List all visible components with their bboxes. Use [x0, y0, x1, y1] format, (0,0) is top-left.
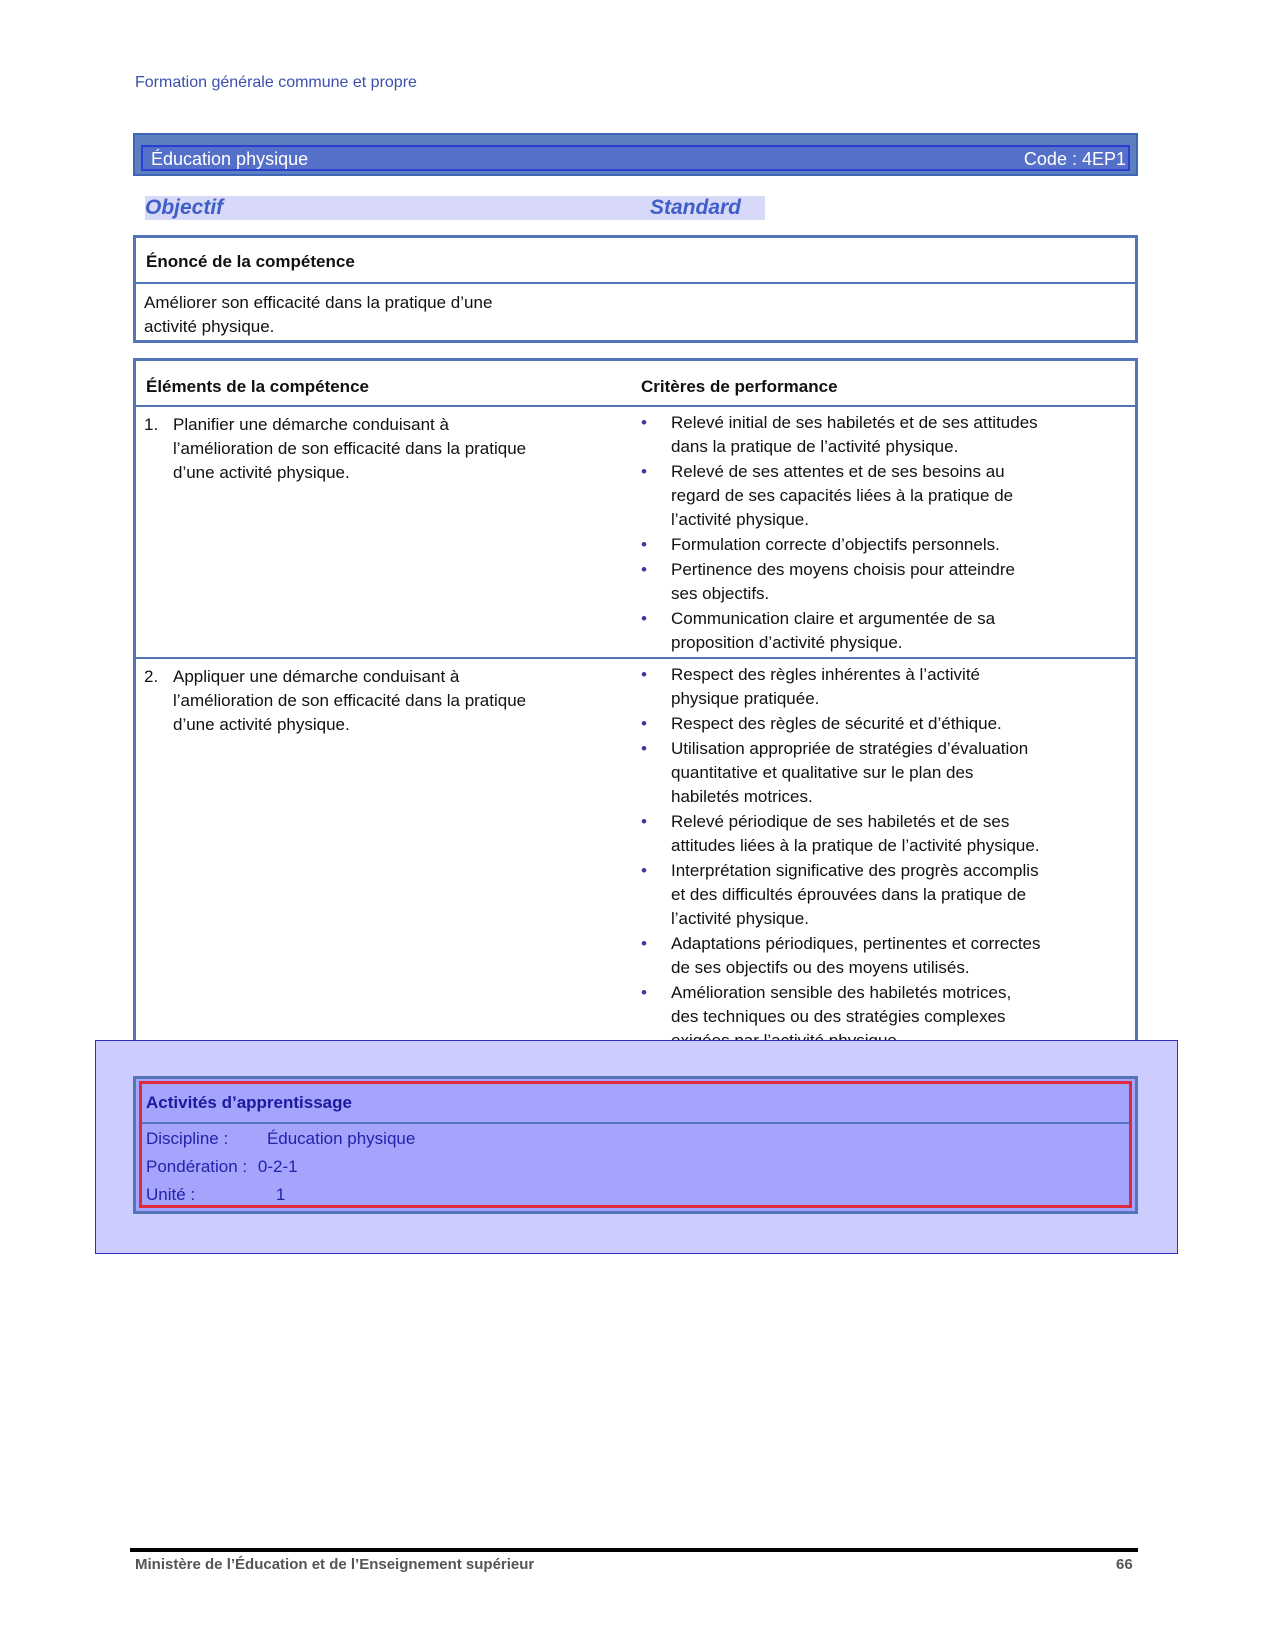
statement-line: activité physique. — [144, 317, 275, 336]
criterion: • Respect des règles de sécurité et d’éthique. — [641, 712, 1116, 736]
activities-heading: Activités d’apprentissage — [146, 1093, 352, 1112]
element-line: Appliquer une démarche conduisant à — [173, 667, 460, 686]
element-number: 1. — [144, 415, 159, 434]
criteria-list-2 — [641, 663, 1116, 1054]
running-header: Formation générale commune et propre — [135, 74, 417, 91]
objective-label: Objectif — [145, 196, 765, 220]
criterion: • Relevé périodique de ses habiletés et de ses attitudes liées à la pratique de l’activité physique. — [641, 810, 1116, 858]
unit-value: 1 — [275, 1185, 286, 1204]
criterion: • Communication claire et argumentée de sa proposition d’activité physique. — [641, 607, 1116, 655]
element-line: Planifier une démarche conduisant à — [173, 415, 449, 434]
weighting-label: Pondération : — [146, 1157, 248, 1176]
criterion: • Relevé initial de ses habiletés et de ses attitudes dans la pratique de l’activité physique. — [641, 411, 1116, 459]
subject-title: Éducation physique — [151, 149, 309, 169]
divider — [142, 1122, 1129, 1124]
page-number: 66 — [1116, 1556, 1133, 1573]
criteria-list-1 — [641, 411, 1116, 656]
competence-statement — [144, 291, 492, 339]
standard-label: Standard — [650, 196, 742, 219]
footer-rule — [130, 1548, 1138, 1552]
footer-ministry: Ministère de l’Éducation et de l’Enseignement supérieur — [135, 1556, 535, 1573]
element-line: l’amélioration de son efficacité dans la pratique — [173, 691, 527, 710]
criterion: • Pertinence des moyens choisis pour atteindre ses objectifs. — [641, 558, 1116, 606]
statement-line: Améliorer son efficacité dans la pratique d’une — [144, 293, 493, 312]
divider — [136, 657, 1135, 659]
weighting-row — [146, 1157, 298, 1177]
criterion: • Adaptations périodiques, pertinentes et correctes de ses objectifs ou des moyens utilisés. — [641, 932, 1116, 980]
discipline-value: Éducation physique — [266, 1129, 416, 1148]
unit-row — [146, 1185, 285, 1205]
element-line: l’amélioration de son efficacité dans la pratique — [173, 439, 527, 458]
element-1 — [144, 413, 614, 485]
competence-box — [133, 235, 1138, 343]
title-bar — [133, 133, 1138, 176]
activities-box — [133, 1076, 1138, 1214]
divider — [136, 282, 1135, 284]
element-line: d’une activité physique. — [173, 715, 350, 734]
element-2 — [144, 665, 614, 737]
criterion: • Relevé de ses attentes et de ses besoins au regard de ses capacités liées à la pratique de l’activité physique. — [641, 460, 1116, 532]
criterion: • Amélioration sensible des habiletés motrices, des techniques ou des stratégies complexes — [641, 981, 1116, 1053]
criterion: • Interprétation significative des progrès accomplis et des difficultés éprouvées dans la pratique de l’activité physique. — [641, 859, 1116, 931]
objective-standard-row — [145, 196, 1135, 220]
criterion: • Utilisation appropriée de stratégies d’évaluation quantitative et qualitative sur le plan des habiletés motrices. — [641, 737, 1116, 809]
divider — [136, 405, 1135, 407]
col-header-elements: Éléments de la compétence — [146, 377, 369, 396]
discipline-row — [146, 1129, 415, 1149]
criterion: • Respect des règles inhérentes à l’activité physique pratiquée. — [641, 663, 1116, 711]
col-header-criteria: Critères de performance — [641, 377, 838, 396]
element-number: 2. — [144, 667, 159, 686]
unit-label: Unité : — [146, 1185, 196, 1204]
course-code: Code : 4EP1 — [1023, 149, 1126, 169]
discipline-label: Discipline : — [146, 1129, 229, 1148]
element-line: d’une activité physique. — [173, 463, 350, 482]
weighting-value: 0-2-1 — [257, 1157, 298, 1176]
title-bar-inner — [141, 145, 1130, 171]
elements-table — [133, 358, 1138, 1051]
competence-heading: Énoncé de la compétence — [146, 252, 355, 271]
criterion: • Formulation correcte d’objectifs personnels. — [641, 533, 1116, 557]
